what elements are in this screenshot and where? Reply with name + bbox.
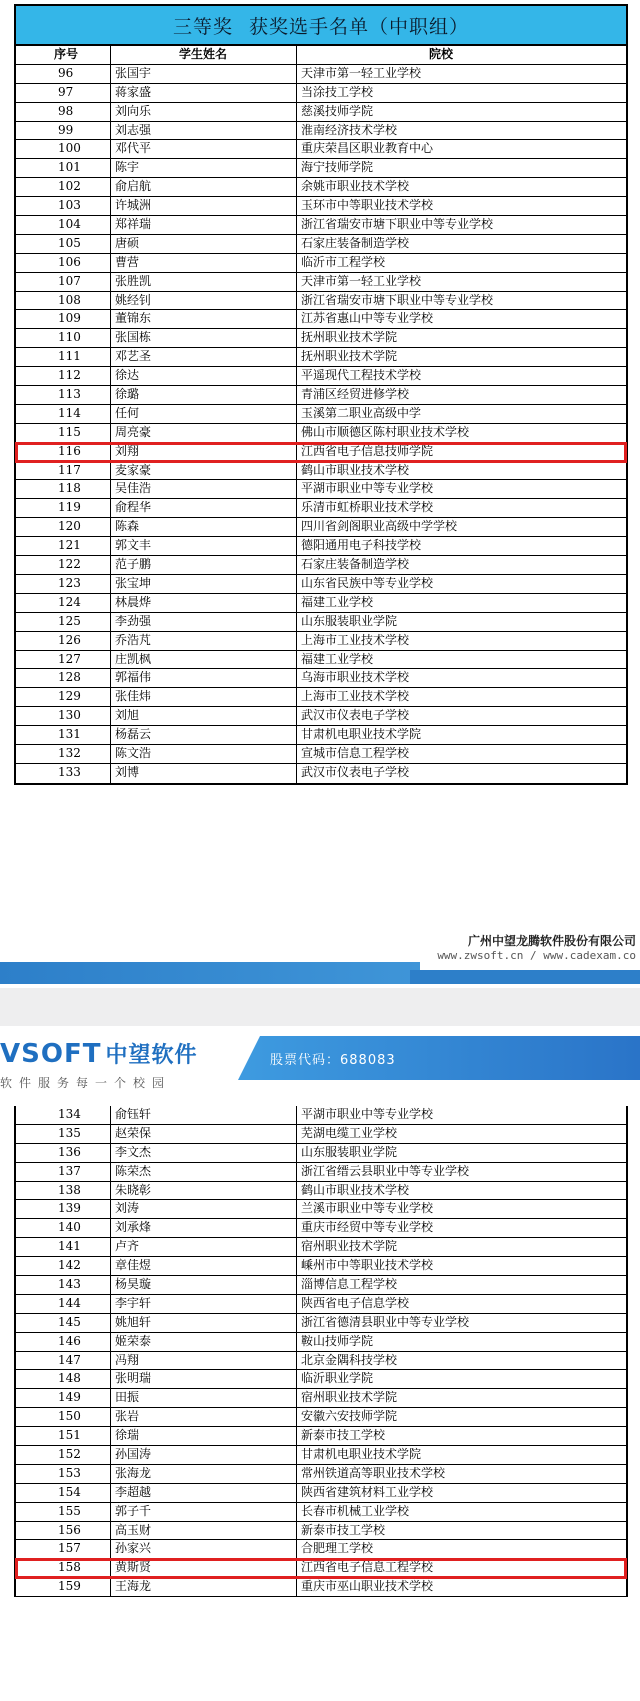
cell-school: 江苏省惠山中等专业学校 xyxy=(301,311,434,326)
table-header-row xyxy=(16,46,626,65)
table-row xyxy=(16,178,626,197)
cell-school: 安徽六安技师学院 xyxy=(301,1409,398,1424)
table-row xyxy=(16,65,626,84)
table-row xyxy=(16,405,626,424)
cell-school: 临沂职业学院 xyxy=(301,1371,374,1386)
table-row xyxy=(16,462,626,481)
table-row xyxy=(16,84,626,103)
cell-name: 赵荣保 xyxy=(111,1125,297,1143)
footer-company: 广州中望龙腾软件股份有限公司 xyxy=(467,934,636,948)
cell-name: 曹营 xyxy=(111,254,297,272)
cell-name: 张胜凯 xyxy=(111,273,297,291)
cell-number: 143 xyxy=(16,1276,111,1294)
cell-name: 陈宇 xyxy=(111,159,297,177)
cell-school: 佛山市顺德区陈村职业技术学校 xyxy=(301,424,470,439)
cell-number: 141 xyxy=(16,1238,111,1256)
cell-number: 97 xyxy=(16,84,111,102)
cell-name: 吴佳浩 xyxy=(111,480,297,498)
table-row xyxy=(16,688,626,707)
cell-school: 重庆市巫山职业技术学校 xyxy=(301,1579,434,1594)
cell-school: 江西省电子信息技师学院 xyxy=(301,443,434,458)
cell-name: 蒋家盛 xyxy=(111,84,297,102)
cell-school: 青浦区经贸进修学校 xyxy=(301,387,410,402)
column-header-number: 序号 xyxy=(16,46,111,64)
cell-school: 抚州职业技术学院 xyxy=(301,330,398,345)
cell-school: 玉溪第二职业高级中学 xyxy=(301,405,422,420)
cell-number: 101 xyxy=(16,159,111,177)
page-separator xyxy=(0,988,640,1026)
cell-school: 北京金隅科技学校 xyxy=(301,1352,398,1367)
cell-name: 周亮豪 xyxy=(111,424,297,442)
cell-number: 123 xyxy=(16,575,111,593)
cell-name: 李劲强 xyxy=(111,613,297,631)
cell-name: 姬荣泰 xyxy=(111,1333,297,1351)
cell-school: 新泰市技工学校 xyxy=(301,1428,386,1443)
column-header-name: 学生姓名 xyxy=(111,46,297,64)
table-row xyxy=(16,386,626,405)
cell-school: 甘肃机电职业技术学院 xyxy=(301,727,422,742)
award-level: 三等奖 xyxy=(172,15,233,38)
cell-number: 104 xyxy=(16,216,111,234)
cell-name: 刘志强 xyxy=(111,122,297,140)
cell-name: 田振 xyxy=(111,1389,297,1407)
cell-school: 重庆荣昌区职业教育中心 xyxy=(301,141,434,156)
cell-name: 朱晓彰 xyxy=(111,1182,297,1200)
table-row xyxy=(16,1446,626,1465)
cell-school: 平遥现代工程技术学校 xyxy=(301,368,422,383)
table-row xyxy=(16,1219,626,1238)
cell-school: 乐清市虹桥职业技术学校 xyxy=(301,500,434,515)
cell-name: 俞启航 xyxy=(111,178,297,196)
cell-name: 俞钰轩 xyxy=(111,1106,297,1124)
table-row xyxy=(16,1200,626,1219)
cell-school: 上海市工业技术学校 xyxy=(301,689,410,704)
cell-number: 100 xyxy=(16,140,111,158)
cell-school: 新泰市技工学校 xyxy=(301,1522,386,1537)
cell-school: 兰溪市职业中等专业学校 xyxy=(301,1201,434,1216)
cell-number: 109 xyxy=(16,310,111,328)
table-row xyxy=(16,499,626,518)
table-row-highlighted xyxy=(16,443,626,462)
cell-number: 125 xyxy=(16,613,111,631)
table-title xyxy=(16,6,626,46)
table-row xyxy=(16,1276,626,1295)
cell-number: 144 xyxy=(16,1295,111,1313)
cell-name: 林晨烨 xyxy=(111,594,297,612)
table-row xyxy=(16,1333,626,1352)
cell-number: 122 xyxy=(16,556,111,574)
cell-name: 冯翔 xyxy=(111,1352,297,1370)
cell-school: 山东服装职业学院 xyxy=(301,613,398,628)
table-row xyxy=(16,1163,626,1182)
cell-school: 浙江省瑞安市塘下职业中等专业学校 xyxy=(301,292,494,307)
cell-number: 155 xyxy=(16,1503,111,1521)
cell-number: 126 xyxy=(16,632,111,650)
table-row xyxy=(16,1257,626,1276)
table-row xyxy=(16,632,626,651)
cell-name: 乔浩芃 xyxy=(111,632,297,650)
cell-name: 杨磊云 xyxy=(111,726,297,744)
table-row xyxy=(16,537,626,556)
cell-number: 130 xyxy=(16,707,111,725)
table-body xyxy=(16,65,626,783)
cell-number: 103 xyxy=(16,197,111,215)
stock-code: 股票代码：688083 xyxy=(270,1053,396,1068)
cell-number: 152 xyxy=(16,1446,111,1464)
table-row xyxy=(16,1125,626,1144)
cell-school: 浙江省德清县职业中等专业学校 xyxy=(301,1314,470,1329)
cell-number: 140 xyxy=(16,1219,111,1237)
table-row xyxy=(16,745,626,764)
cell-school: 宿州职业技术学院 xyxy=(301,1239,398,1254)
cell-name: 唐硕 xyxy=(111,235,297,253)
column-header-school: 院校 xyxy=(429,47,454,61)
cell-name: 范子鹏 xyxy=(111,556,297,574)
cell-school: 芜湖电缆工业学校 xyxy=(301,1125,398,1140)
table-row xyxy=(16,235,626,254)
table-row xyxy=(16,329,626,348)
cell-number: 115 xyxy=(16,424,111,442)
cell-name: 张海龙 xyxy=(111,1465,297,1483)
table-row xyxy=(16,1389,626,1408)
cell-school: 石家庄装备制造学校 xyxy=(301,557,410,572)
cell-school: 浙江省瑞安市塘下职业中等专业学校 xyxy=(301,217,494,232)
cell-name: 陈森 xyxy=(111,518,297,536)
cell-name: 姚经钊 xyxy=(111,292,297,310)
cell-name: 杨昊璇 xyxy=(111,1276,297,1294)
cell-name: 刘涛 xyxy=(111,1200,297,1218)
cell-name: 张明瑞 xyxy=(111,1370,297,1388)
cell-school: 鹤山市职业技术学校 xyxy=(301,1182,410,1197)
cell-number: 98 xyxy=(16,103,111,121)
cell-school: 天津市第一轻工业学校 xyxy=(301,273,422,288)
cell-school: 天津市第一轻工业学校 xyxy=(301,65,422,80)
cell-number: 138 xyxy=(16,1182,111,1200)
table-row xyxy=(16,122,626,141)
table-row xyxy=(16,292,626,311)
cell-number: 157 xyxy=(16,1540,111,1558)
cell-number: 137 xyxy=(16,1163,111,1181)
table-row xyxy=(16,1106,626,1125)
logo-text: VSOFT xyxy=(0,1039,102,1069)
cell-number: 159 xyxy=(16,1578,111,1596)
cell-number: 110 xyxy=(16,329,111,347)
cell-number: 135 xyxy=(16,1125,111,1143)
cell-number: 150 xyxy=(16,1408,111,1426)
cell-school: 平湖市职业中等专业学校 xyxy=(301,481,434,496)
cell-number: 128 xyxy=(16,669,111,687)
cell-number: 108 xyxy=(16,292,111,310)
cell-number: 127 xyxy=(16,651,111,669)
table-row xyxy=(16,216,626,235)
footer-band xyxy=(0,962,420,984)
table-row xyxy=(16,1522,626,1541)
table-row xyxy=(16,707,626,726)
slogan: 软件服务每一个校园 xyxy=(0,1076,172,1090)
cell-school: 慈溪技师学院 xyxy=(301,103,374,118)
cell-number: 142 xyxy=(16,1257,111,1275)
cell-school: 常州铁道高等职业技术学校 xyxy=(301,1465,446,1480)
table-row xyxy=(16,669,626,688)
cell-name: 孙国涛 xyxy=(111,1446,297,1464)
cell-school: 陕西省电子信息学校 xyxy=(301,1295,410,1310)
table-row xyxy=(16,1352,626,1371)
cell-name: 徐达 xyxy=(111,367,297,385)
cell-number: 96 xyxy=(16,65,111,83)
table-row xyxy=(16,1465,626,1484)
table-row xyxy=(16,367,626,386)
cell-number: 133 xyxy=(16,764,111,783)
cell-name: 刘博 xyxy=(111,764,297,783)
cell-number: 156 xyxy=(16,1522,111,1540)
cell-name: 郭福伟 xyxy=(111,669,297,687)
table-row xyxy=(16,254,626,273)
cell-name: 邓艺圣 xyxy=(111,348,297,366)
table-row xyxy=(16,1540,626,1559)
table-row xyxy=(16,575,626,594)
cell-school: 淄博信息工程学校 xyxy=(301,1277,398,1292)
table-row xyxy=(16,159,626,178)
cell-name: 郑祥瑞 xyxy=(111,216,297,234)
cell-name: 陈文浩 xyxy=(111,745,297,763)
table-row xyxy=(16,1295,626,1314)
cell-number: 114 xyxy=(16,405,111,423)
cell-school: 山东省民族中等专业学校 xyxy=(301,575,434,590)
table-row xyxy=(16,1182,626,1201)
cell-school: 乌海市职业技术学校 xyxy=(301,670,410,685)
cell-name: 许城洲 xyxy=(111,197,297,215)
cell-name: 麦家豪 xyxy=(111,462,297,480)
table-row xyxy=(16,1408,626,1427)
table-row xyxy=(16,424,626,443)
cell-number: 120 xyxy=(16,518,111,536)
cell-number: 124 xyxy=(16,594,111,612)
cell-name: 王海龙 xyxy=(111,1578,297,1596)
cell-school: 德阳通用电子科技学校 xyxy=(301,538,422,553)
cell-school: 余姚市职业技术学校 xyxy=(301,179,410,194)
table-row xyxy=(16,764,626,783)
cell-name: 姚旭轩 xyxy=(111,1314,297,1332)
cell-school: 山东服装职业学院 xyxy=(301,1144,398,1159)
logo-chinese: 中望软件 xyxy=(105,1043,198,1068)
cell-name: 郭文丰 xyxy=(111,537,297,555)
award-table-page1 xyxy=(14,4,628,785)
table-row xyxy=(16,1144,626,1163)
cell-name: 邓代平 xyxy=(111,140,297,158)
cell-school: 宣城市信息工程学校 xyxy=(301,745,410,760)
cell-name: 庄凯枫 xyxy=(111,651,297,669)
cell-number: 149 xyxy=(16,1389,111,1407)
cell-school: 宿州职业技术学院 xyxy=(301,1390,398,1405)
cell-number: 136 xyxy=(16,1144,111,1162)
cell-school: 鞍山技师学院 xyxy=(301,1333,374,1348)
cell-number: 105 xyxy=(16,235,111,253)
cell-name: 李文杰 xyxy=(111,1144,297,1162)
cell-name: 张国栋 xyxy=(111,329,297,347)
table-row xyxy=(16,348,626,367)
table-body xyxy=(16,1106,626,1597)
footer-url: www.zwsoft.cn / www.cadexam.co xyxy=(437,949,636,962)
cell-school: 合肥理工学校 xyxy=(301,1541,374,1556)
cell-school: 石家庄装备制造学校 xyxy=(301,235,410,250)
cell-number: 147 xyxy=(16,1352,111,1370)
cell-number: 134 xyxy=(16,1106,111,1124)
award-subtitle: 获奖选手名单（中职组） xyxy=(249,15,470,38)
cell-name: 孙家兴 xyxy=(111,1540,297,1558)
table-row xyxy=(16,103,626,122)
cell-school: 海宁技师学院 xyxy=(301,160,374,175)
cell-school: 平湖市职业中等专业学校 xyxy=(301,1107,434,1121)
cell-school: 临沂市工程学校 xyxy=(301,254,386,269)
cell-number: 139 xyxy=(16,1200,111,1218)
cell-number: 151 xyxy=(16,1427,111,1445)
cell-number: 113 xyxy=(16,386,111,404)
cell-number: 102 xyxy=(16,178,111,196)
cell-name: 刘翔 xyxy=(111,443,297,461)
cell-name: 任何 xyxy=(111,405,297,423)
cell-number: 154 xyxy=(16,1484,111,1502)
cell-school: 福建工业学校 xyxy=(301,594,374,609)
cell-school: 浙江省缙云县职业中等专业学校 xyxy=(301,1163,470,1178)
cell-school: 玉环市中等职业技术学校 xyxy=(301,198,434,213)
cell-number: 145 xyxy=(16,1314,111,1332)
cell-name: 张国宇 xyxy=(111,65,297,83)
table-row xyxy=(16,1578,626,1597)
table-row xyxy=(16,556,626,575)
cell-school: 当涂技工学校 xyxy=(301,84,374,99)
cell-school: 武汉市仪表电子学校 xyxy=(301,764,410,779)
page-footer xyxy=(0,928,640,984)
cell-school: 淮南经济技术学校 xyxy=(301,122,398,137)
table-row xyxy=(16,1370,626,1389)
cell-number: 119 xyxy=(16,499,111,517)
cell-name: 章佳煜 xyxy=(111,1257,297,1275)
cell-name: 李宇轩 xyxy=(111,1295,297,1313)
cell-number: 106 xyxy=(16,254,111,272)
cell-school: 四川省剑阁职业高级中学学校 xyxy=(301,519,458,534)
cell-number: 153 xyxy=(16,1465,111,1483)
table-row-highlighted xyxy=(16,1559,626,1578)
cell-number: 132 xyxy=(16,745,111,763)
cell-school: 嵊州市中等职业技术学校 xyxy=(301,1258,434,1273)
cell-name: 徐璐 xyxy=(111,386,297,404)
cell-name: 刘旭 xyxy=(111,707,297,725)
cell-school: 重庆市经贸中等专业学校 xyxy=(301,1220,434,1235)
cell-name: 刘向乐 xyxy=(111,103,297,121)
table-row xyxy=(16,480,626,499)
cell-number: 131 xyxy=(16,726,111,744)
table-row xyxy=(16,197,626,216)
cell-name: 张岩 xyxy=(111,1408,297,1426)
table-row xyxy=(16,140,626,159)
zwsoft-logo xyxy=(0,1038,197,1069)
cell-school: 甘肃机电职业技术学院 xyxy=(301,1447,422,1462)
cell-school: 抚州职业技术学院 xyxy=(301,349,398,364)
cell-number: 148 xyxy=(16,1370,111,1388)
cell-name: 卢齐 xyxy=(111,1238,297,1256)
cell-name: 董锦东 xyxy=(111,310,297,328)
cell-name: 刘承烽 xyxy=(111,1219,297,1237)
cell-number: 116 xyxy=(16,443,111,461)
cell-number: 111 xyxy=(16,348,111,366)
footer-band-right xyxy=(410,970,640,984)
table-row xyxy=(16,273,626,292)
page-header xyxy=(0,1030,640,1096)
table-row xyxy=(16,518,626,537)
table-row xyxy=(16,726,626,745)
cell-name: 俞程华 xyxy=(111,499,297,517)
cell-number: 107 xyxy=(16,273,111,291)
award-table-page2 xyxy=(14,1106,628,1597)
table-row xyxy=(16,1427,626,1446)
cell-number: 121 xyxy=(16,537,111,555)
cell-name: 李超越 xyxy=(111,1484,297,1502)
cell-school: 长春市机械工业学校 xyxy=(301,1503,410,1518)
table-row xyxy=(16,613,626,632)
table-row xyxy=(16,594,626,613)
table-row xyxy=(16,1503,626,1522)
cell-name: 郭子千 xyxy=(111,1503,297,1521)
cell-name: 陈荣杰 xyxy=(111,1163,297,1181)
cell-number: 146 xyxy=(16,1333,111,1351)
cell-name: 徐瑞 xyxy=(111,1427,297,1445)
cell-school: 上海市工业技术学校 xyxy=(301,632,410,647)
cell-name: 张佳炜 xyxy=(111,688,297,706)
cell-number: 118 xyxy=(16,480,111,498)
table-row xyxy=(16,1484,626,1503)
cell-number: 99 xyxy=(16,122,111,140)
cell-name: 黄斯贤 xyxy=(111,1559,297,1577)
cell-number: 158 xyxy=(16,1559,111,1577)
cell-school: 江西省电子信息工程学校 xyxy=(301,1560,434,1575)
table-row xyxy=(16,1238,626,1257)
cell-school: 武汉市仪表电子学校 xyxy=(301,708,410,723)
cell-school: 陕西省建筑材料工业学校 xyxy=(301,1484,434,1499)
cell-name: 高玉财 xyxy=(111,1522,297,1540)
cell-school: 鹤山市职业技术学校 xyxy=(301,462,410,477)
table-row xyxy=(16,1314,626,1333)
cell-number: 112 xyxy=(16,367,111,385)
cell-number: 129 xyxy=(16,688,111,706)
cell-number: 117 xyxy=(16,462,111,480)
table-row xyxy=(16,310,626,329)
table-row xyxy=(16,651,626,670)
cell-school: 福建工业学校 xyxy=(301,651,374,666)
cell-name: 张宝坤 xyxy=(111,575,297,593)
